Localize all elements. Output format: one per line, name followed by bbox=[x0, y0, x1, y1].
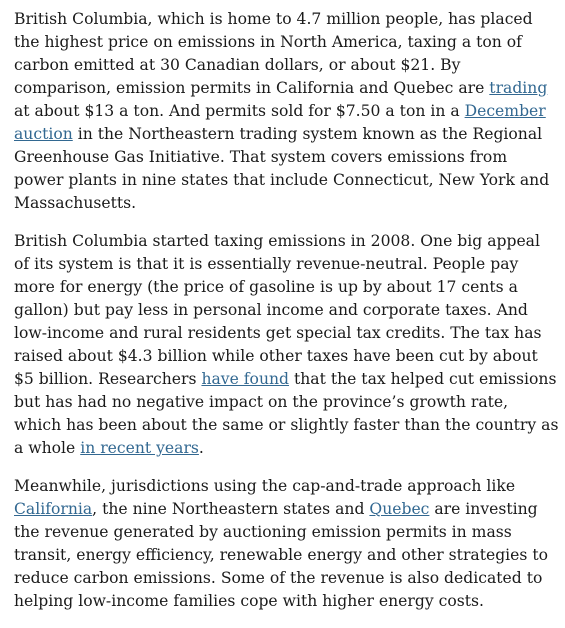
paragraph-text: British Columbia, which is home to 4.7 million people, has placed the highest price on emissions in North America, taxing a ton of carbon emitted at 30 Canadian dollars, or about $21. By comparison, emission permits in California and Quebec are bbox=[14, 10, 533, 97]
paragraph-3 bbox=[14, 475, 559, 613]
link-quebec[interactable]: Quebec bbox=[369, 500, 430, 518]
article-body bbox=[14, 8, 559, 628]
paragraph-text: British Columbia started taxing emissions in 2008. One big appeal of its system is that it is essentially revenue-neutral. People pay more for energy (the price of gasoline is up by about 17 cents a gallon) but pay less in personal income and corporate taxes. And low-income and rural residents get special tax credits. The tax has raised about $4.3 billion while other taxes have been cut by about $5 billion. Researchers bbox=[14, 232, 542, 388]
paragraph-text: are investing the revenue generated by auctioning emission permits in mass transit, energy efficiency, renewable energy and other strategies to reduce carbon emissions. Some of the revenue is also dedicated to helping low-income families cope with higher energy costs. bbox=[14, 500, 549, 610]
paragraph-text: in the Northeastern trading system known as the Regional Greenhouse Gas Initiative. That system covers emissions from power plants in nine states that include Connecticut, New York and Massachusetts. bbox=[14, 125, 550, 212]
link-california[interactable]: California bbox=[14, 500, 93, 518]
link-trading[interactable]: trading bbox=[489, 79, 548, 97]
paragraph-text: Meanwhile, jurisdictions using the cap-and-trade approach like bbox=[14, 477, 516, 495]
paragraph-text: . bbox=[198, 439, 204, 457]
paragraph-text: , the nine Northeastern states and bbox=[92, 500, 370, 518]
paragraph-2 bbox=[14, 230, 559, 460]
link-in-recent-years[interactable]: in recent years bbox=[80, 439, 199, 457]
paragraph-text: at about $13 a ton. And permits sold for $7.50 a ton in a bbox=[14, 102, 465, 120]
link-have-found[interactable]: have found bbox=[201, 370, 290, 388]
paragraph-text: that the tax helped cut emissions but has had no negative impact on the province’s growth rate, which has been about the same or slightly faster than the country as a whole bbox=[14, 370, 559, 457]
paragraph-1 bbox=[14, 8, 559, 215]
link-december-auction[interactable]: December auction bbox=[14, 102, 546, 143]
